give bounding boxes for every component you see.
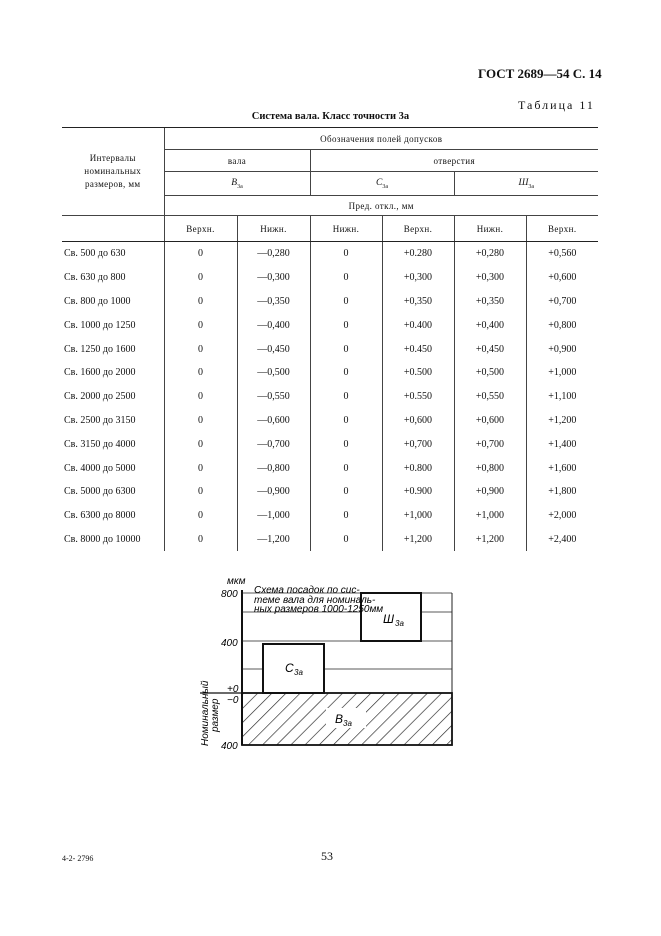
value-cell: +0.400 (382, 313, 454, 337)
value-cell: +2,400 (526, 528, 598, 552)
value-cell: 0 (310, 266, 382, 290)
table-row (62, 337, 598, 361)
table-row (62, 409, 598, 433)
value-cell: 0 (164, 337, 237, 361)
value-cell: 0 (164, 504, 237, 528)
caption-line-1: Схема посадок по сис- (254, 585, 360, 596)
interval-cell: Св. 1000 до 1250 (64, 319, 136, 331)
value-cell: 0 (310, 480, 382, 504)
value-cell: 0 (310, 385, 382, 409)
svg-text:3а: 3а (395, 619, 404, 628)
value-cell: +0.280 (382, 242, 454, 266)
caption-line-2: теме вала для номиналь- (254, 595, 376, 606)
value-cell: —1,200 (237, 528, 310, 552)
tick-minus-zero: −0 (227, 695, 239, 706)
value-cell: +1,200 (454, 528, 526, 552)
table-number: Таблица 11 (518, 98, 595, 112)
svg-text:3а: 3а (294, 668, 303, 677)
table-row (62, 456, 598, 480)
caption-line-3: ных размеров 1000-1250мм (254, 604, 384, 615)
value-cell: —0,350 (237, 290, 310, 314)
value-cell: +1,000 (454, 504, 526, 528)
value-cell: +0,600 (382, 409, 454, 433)
value-cell: +0,900 (526, 337, 598, 361)
value-cell: —0,450 (237, 337, 310, 361)
value-cell: +1,800 (526, 480, 598, 504)
col-header: Верхн. (164, 216, 237, 242)
svg-text:размер: размер (210, 698, 221, 732)
value-cell: —0,900 (237, 480, 310, 504)
table-row (62, 313, 598, 337)
value-cell: +0,600 (526, 266, 598, 290)
col-header: Верхн. (526, 216, 598, 242)
value-cell: +0,450 (454, 337, 526, 361)
col-header: Нижн. (237, 216, 310, 242)
value-cell: +1,400 (526, 432, 598, 456)
page-number: 53 (321, 849, 333, 863)
tick-plus-zero: +0 (227, 684, 239, 695)
value-cell: +0,400 (454, 313, 526, 337)
value-cell: 0 (164, 480, 237, 504)
deviation-header: Пред. откл., мм (164, 196, 598, 216)
document-header: ГОСТ 2689—54 С. 14 (478, 66, 602, 81)
value-cell: +1,000 (382, 504, 454, 528)
table-row (62, 290, 598, 314)
value-cell: —0,280 (237, 242, 310, 266)
value-cell: +0,700 (454, 432, 526, 456)
interval-cell: Св. 8000 до 10000 (64, 533, 141, 545)
col-header: Нижн. (454, 216, 526, 242)
svg-text:Номинальный: Номинальный (200, 680, 211, 746)
svg-text:С: С (285, 661, 294, 675)
value-cell: 0 (164, 409, 237, 433)
interval-cell: Св. 2000 до 2500 (64, 391, 136, 403)
value-cell: 0 (310, 290, 382, 314)
value-cell: 0 (164, 528, 237, 552)
value-cell: 0 (164, 385, 237, 409)
interval-cell: Св. 1600 до 2000 (64, 367, 136, 379)
value-cell: +0,800 (454, 456, 526, 480)
value-cell: 0 (164, 266, 237, 290)
value-cell: —0,800 (237, 456, 310, 480)
svg-text:В: В (335, 712, 344, 726)
svg-text:3а: 3а (343, 719, 352, 728)
value-cell: —0,400 (237, 313, 310, 337)
value-cell: 0 (310, 242, 382, 266)
value-cell: +0,550 (454, 385, 526, 409)
table-row (62, 480, 598, 504)
shaft-header: вала (164, 150, 310, 172)
fit-diagram (150, 560, 480, 780)
value-cell: 0 (310, 432, 382, 456)
intervals-header: Интервалы номинальных размеров, мм (62, 128, 164, 216)
print-code: 4-2- 2796 (62, 854, 94, 863)
value-cell: +0,350 (454, 290, 526, 314)
value-cell: 0 (310, 409, 382, 433)
value-cell: +0,500 (454, 361, 526, 385)
value-cell: 0 (164, 456, 237, 480)
table-row (62, 432, 598, 456)
value-cell: +0,300 (454, 266, 526, 290)
tick-800: 800 (221, 589, 238, 600)
interval-cell: Св. 1250 до 1600 (64, 343, 136, 355)
value-cell: +0.550 (382, 385, 454, 409)
value-cell: +0,700 (382, 432, 454, 456)
value-cell: 0 (164, 290, 237, 314)
table-row (62, 504, 598, 528)
value-cell: 0 (164, 361, 237, 385)
value-cell: 0 (164, 432, 237, 456)
value-cell: +0,700 (526, 290, 598, 314)
table-row (62, 385, 598, 409)
value-cell: —0,500 (237, 361, 310, 385)
value-cell: +0,300 (382, 266, 454, 290)
table-row (62, 528, 598, 552)
value-cell: +0,280 (454, 242, 526, 266)
axis-title (200, 680, 221, 746)
table-row (62, 266, 598, 290)
value-cell: +0,560 (526, 242, 598, 266)
interval-cell: Св. 4000 до 5000 (64, 462, 136, 474)
value-cell: +0.450 (382, 337, 454, 361)
value-cell: 0 (310, 528, 382, 552)
value-cell: 0 (310, 337, 382, 361)
value-cell: +0.500 (382, 361, 454, 385)
interval-cell: Св. 3150 до 4000 (64, 438, 136, 450)
tick-400-lower: 400 (221, 741, 238, 752)
value-cell: +1,200 (526, 409, 598, 433)
value-cell: —0,300 (237, 266, 310, 290)
value-cell: +1,000 (526, 361, 598, 385)
value-cell: +0,600 (454, 409, 526, 433)
value-cell: —0,700 (237, 432, 310, 456)
value-cell: +0,900 (454, 480, 526, 504)
value-cell: +1,200 (382, 528, 454, 552)
fields-header: Обозначения полей допусков (164, 128, 598, 150)
field-sh3a: $Ш_{3а}$ (454, 172, 598, 196)
value-cell: 0 (310, 456, 382, 480)
interval-cell: Св. 800 до 1000 (64, 295, 131, 307)
value-cell: —1,000 (237, 504, 310, 528)
value-cell: +1,600 (526, 456, 598, 480)
value-cell: +0,350 (382, 290, 454, 314)
col-header: Нижн. (310, 216, 382, 242)
value-cell: +0.900 (382, 480, 454, 504)
value-cell: —0,550 (237, 385, 310, 409)
hole-header: отверстия (310, 150, 598, 172)
tick-400-upper: 400 (221, 638, 238, 649)
table-row (62, 361, 598, 385)
value-cell: 0 (164, 242, 237, 266)
value-cell: +0.800 (382, 456, 454, 480)
field-c3a: $С_{3а}$ (310, 172, 454, 196)
table-row (62, 242, 598, 266)
value-cell: 0 (310, 361, 382, 385)
unit-label: мкм (227, 576, 246, 587)
field-b3a: $В_{3а}$ (164, 172, 310, 196)
value-cell: 0 (310, 504, 382, 528)
tolerance-table (62, 127, 598, 551)
interval-cell: Св. 2500 до 3150 (64, 414, 136, 426)
interval-cell: Св. 500 до 630 (64, 248, 126, 260)
interval-cell: Св. 5000 до 6300 (64, 486, 136, 498)
svg-text:Ш: Ш (383, 612, 395, 626)
value-cell: +0,800 (526, 313, 598, 337)
value-cell: 0 (310, 313, 382, 337)
table-title: Система вала. Класс точности 3а (251, 111, 410, 122)
interval-cell: Св. 6300 до 8000 (64, 510, 136, 522)
value-cell: +1,100 (526, 385, 598, 409)
interval-cell: Св. 630 до 800 (64, 272, 126, 284)
value-cell: 0 (164, 313, 237, 337)
col-header: Верхн. (382, 216, 454, 242)
value-cell: +2,000 (526, 504, 598, 528)
value-cell: —0,600 (237, 409, 310, 433)
